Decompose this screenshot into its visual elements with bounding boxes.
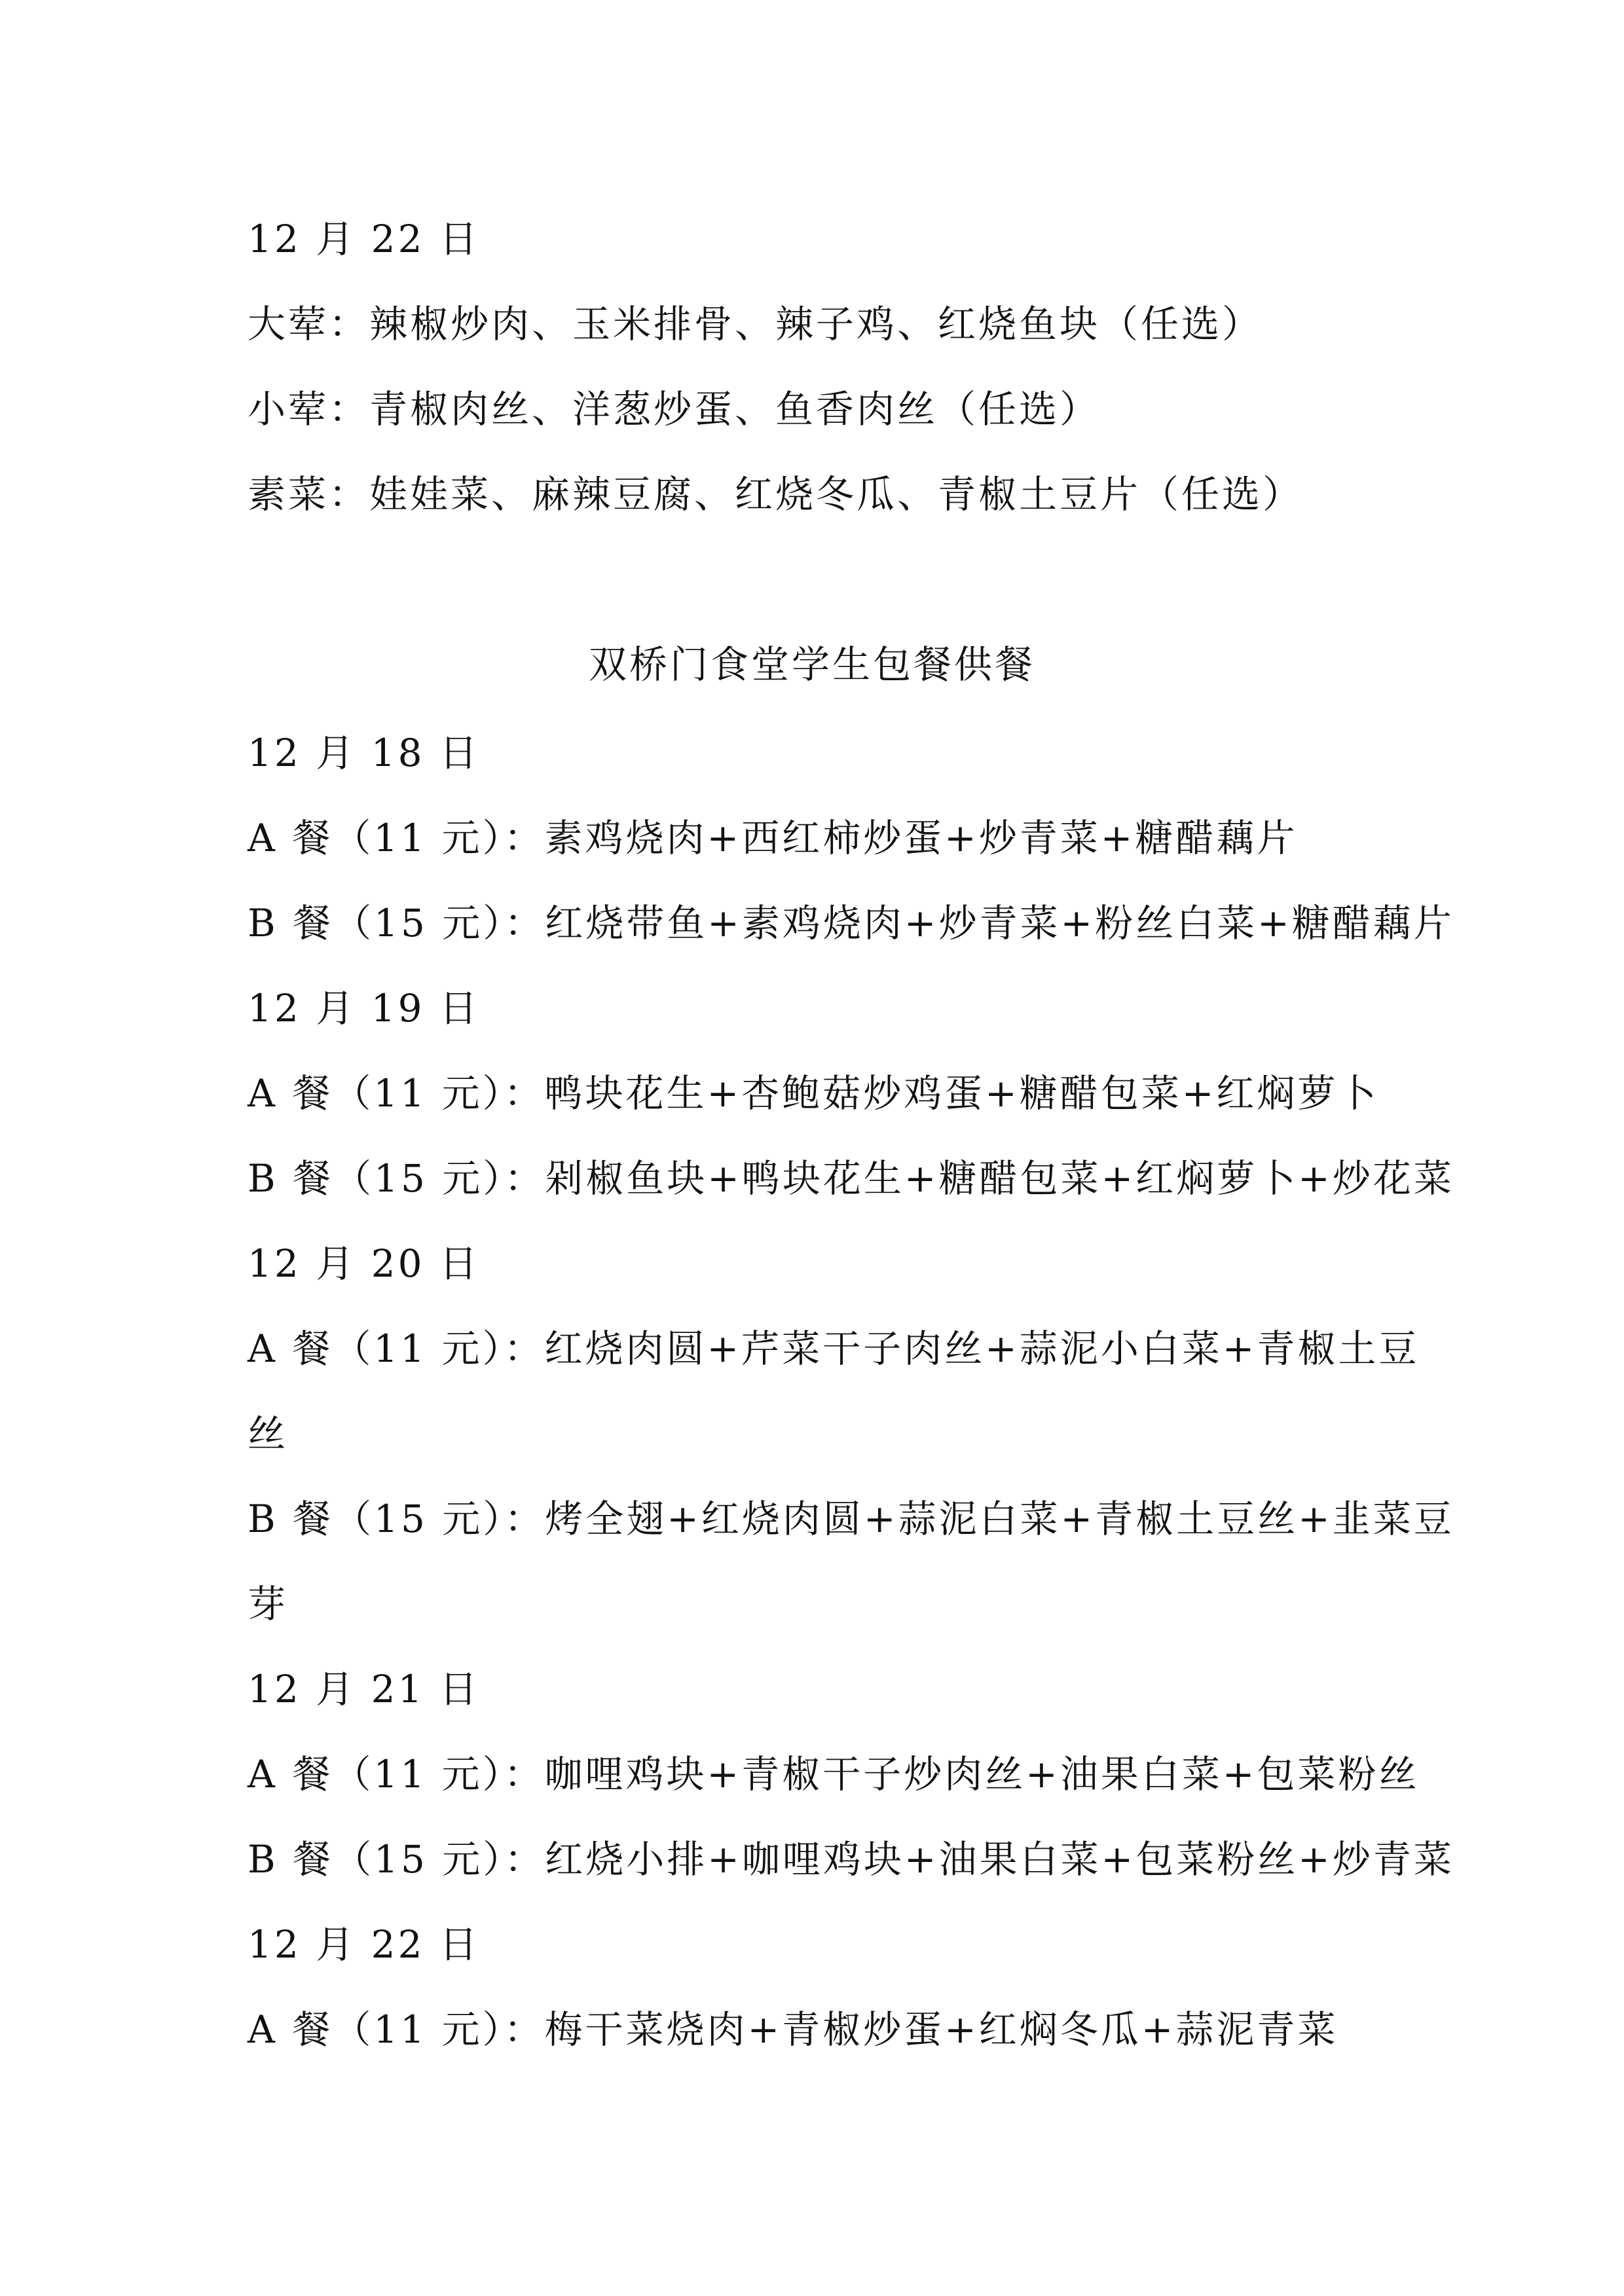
meal-b-dec-20-line2: 芽 — [248, 1582, 289, 1626]
meal-a-dec-20-line2: 丝 — [248, 1412, 289, 1456]
date-dec-19: 12 月 19 日 — [248, 986, 480, 1030]
meal-b-dec-20-line1: B 餐（15 元）：烤全翅+红烧肉圆+蒜泥白菜+青椒土豆丝+韭菜豆 — [248, 1497, 1454, 1541]
meal-b-dec-19: B 餐（15 元）：剁椒鱼块+鸭块花生+糖醋包菜+红焖萝卜+炒花菜 — [248, 1156, 1454, 1201]
xiao-hun-line: 小荤：青椒肉丝、洋葱炒蛋、鱼香肉丝（任选） — [248, 387, 1101, 431]
meal-a-dec-22: A 餐（11 元）：梅干菜烧肉+青椒炒蛋+红焖冬瓜+蒜泥青菜 — [248, 2007, 1338, 2052]
date-dec-22: 12 月 22 日 — [248, 1922, 480, 1967]
meal-a-dec-18: A 餐（11 元）：素鸡烧肉+西红柿炒蛋+炒青菜+糖醋藕片 — [248, 816, 1298, 860]
meal-b-dec-21: B 餐（15 元）：红烧小排+咖哩鸡块+油果白菜+包菜粉丝+炒青菜 — [248, 1837, 1454, 1882]
section-title: 双桥门食堂学生包餐供餐 — [588, 642, 1035, 687]
meal-a-dec-20-line1: A 餐（11 元）：红烧肉圆+芹菜干子肉丝+蒜泥小白菜+青椒土豆 — [248, 1326, 1420, 1371]
da-hun-line: 大荤：辣椒炒肉、玉米排骨、辣子鸡、红烧鱼块（任选） — [248, 302, 1263, 346]
date-dec-21: 12 月 21 日 — [248, 1667, 480, 1711]
meal-a-dec-21: A 餐（11 元）：咖哩鸡块+青椒干子炒肉丝+油果白菜+包菜粉丝 — [248, 1752, 1420, 1796]
date-dec-20: 12 月 20 日 — [248, 1241, 480, 1286]
meal-a-dec-19: A 餐（11 元）：鸭块花生+杏鲍菇炒鸡蛋+糖醋包菜+红焖萝卜 — [248, 1071, 1379, 1116]
top-date: 12 月 22 日 — [248, 217, 480, 261]
meal-b-dec-18: B 餐（15 元）：红烧带鱼+素鸡烧肉+炒青菜+粉丝白菜+糖醋藕片 — [248, 901, 1454, 945]
date-dec-18: 12 月 18 日 — [248, 731, 480, 775]
su-cai-line: 素菜：娃娃菜、麻辣豆腐、红烧冬瓜、青椒土豆片（任选） — [248, 472, 1304, 517]
